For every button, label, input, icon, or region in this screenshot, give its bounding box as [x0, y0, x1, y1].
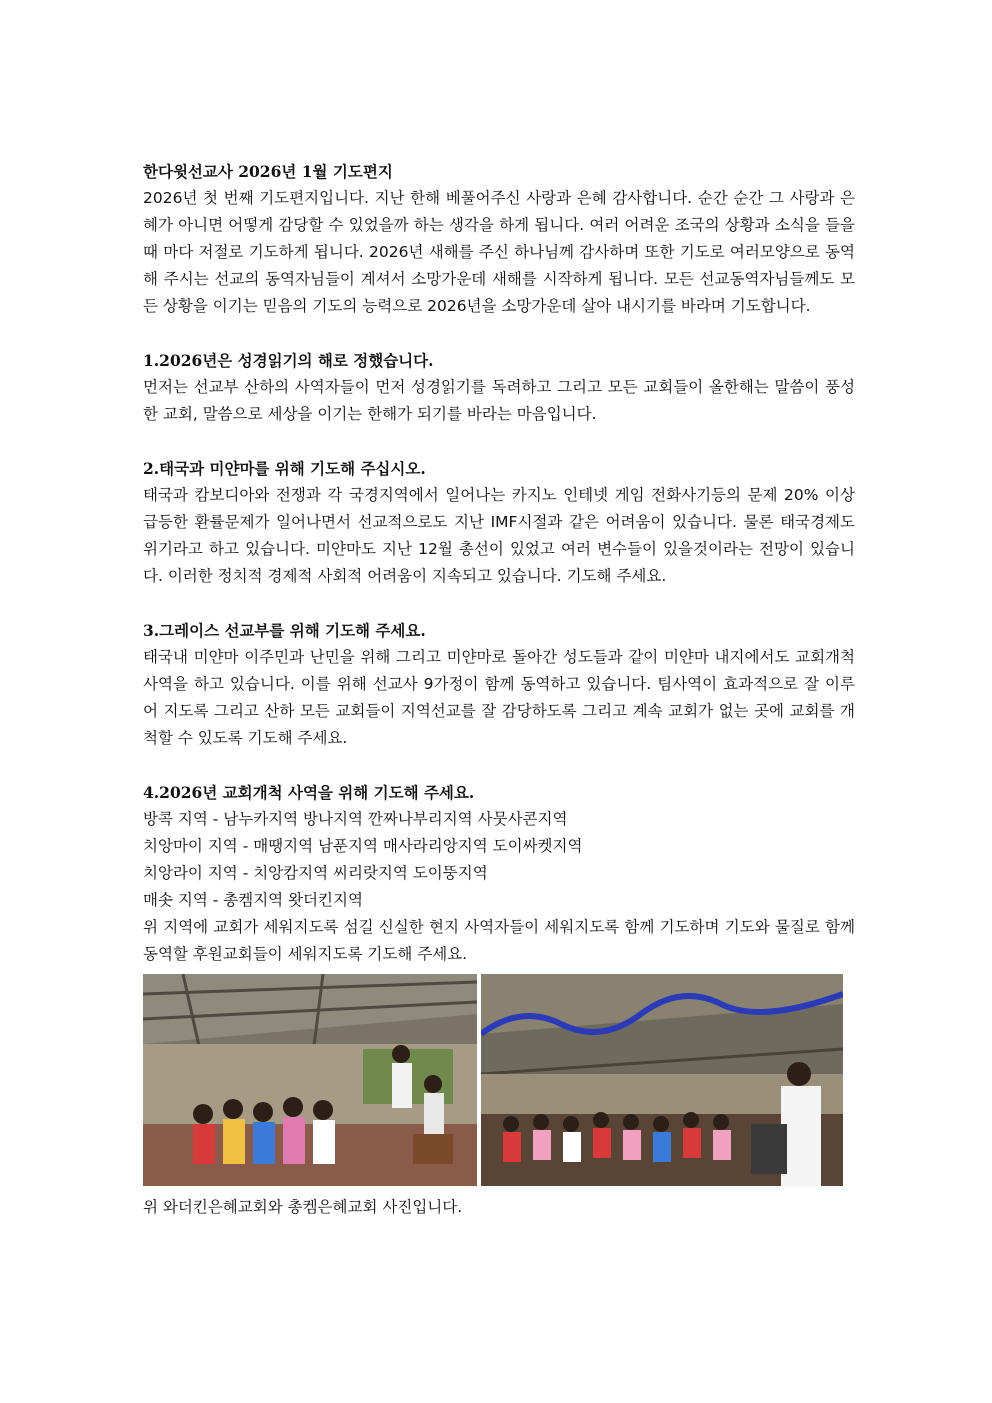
photo-caption: 위 와더킨은혜교회와 총켐은혜교회 사진입니다.	[143, 1198, 463, 1216]
church-photo-right	[481, 974, 843, 1186]
section-heading: 1.2026년은 성경읽기의 해로 정했습니다.	[143, 351, 434, 370]
section-heading: 4.2026년 교회개척 사역을 위해 기도해 주세요.	[143, 783, 475, 802]
section-bible-reading	[143, 347, 855, 428]
region-line: 치앙라이 지역 - 치앙캄지역 씨리랏지역 도이뚱지역	[143, 864, 488, 882]
section-body: 태국내 미얀마 이주민과 난민을 위해 그리고 미얀마로 돌아간 성도들과 같이 미얀마 내지에서도 교회개척 사역을 하고 있습니다. 이를 위해 선교사 9가정이 함께 동역하고 있습니다. 팀사역이 효과적으로 잘 이루어 지도록 그리고 산하 모든 교회들이 지역선교를 잘 감당하도록 그리고 계속 교회가 없는 곳에 교회를 개척할 수 있도록 기도해 주세요.	[143, 648, 855, 747]
section-heading: 2.태국과 미얀마를 위해 기도해 주십시오.	[143, 459, 426, 478]
photo-row	[143, 974, 843, 1186]
region-line: 매솟 지역 - 총켐지역 왓더킨지역	[143, 891, 363, 909]
section-heading: 3.그레이스 선교부를 위해 기도해 주세요.	[143, 621, 426, 640]
section-body: 먼저는 선교부 산하의 사역자들이 먼저 성경읽기를 독려하고 그리고 모든 교회들이 올한해는 말씀이 풍성한 교회, 말씀으로 세상을 이기는 한해가 되기를 바라는 마음입니다.	[143, 378, 855, 423]
region-line: 치앙마이 지역 - 매땡지역 남푼지역 매사라리앙지역 도이싸켓지역	[143, 837, 583, 855]
region-line: 방콕 지역 - 남누카지역 방나지역 깐짜나부리지역 사뭇사콘지역	[143, 810, 568, 828]
section-grace-mission	[143, 617, 855, 752]
section-church-planting	[143, 779, 855, 968]
section-body: 위 지역에 교회가 세워지도록 섬길 신실한 현지 사역자들이 세워지도록 함께 기도하며 기도와 물질로 함께 동역할 후원교회들이 세워지도록 기도해 주세요.	[143, 918, 855, 963]
church-photo-left	[143, 974, 477, 1186]
intro-paragraph: 2026년 첫 번째 기도편지입니다. 지난 한해 베풀어주신 사랑과 은혜 감사합니다. 순간 순간 그 사랑과 은혜가 아니면 어떻게 감당할 수 있었을까 하는 생각을 하게 됩니다. 여러 어려운 조국의 상황과 소식을 들을 때 마다 저절로 기도하게 됩니다. 2026년 새해를 주신 하나님께 감사하며 또한 기도로 여러모양으로 동역해 주시는 선교의 동역자님들이 계셔서 소망가운데 새해를 시작하게 됩니다. 모든 선교동역자님들께도 모든 상황을 이기는 믿음의 기도의 능력으로 2026년을 소망가운데 살아 내시기를 바라며 기도합니다.	[143, 189, 855, 315]
section-thailand-myanmar	[143, 455, 855, 590]
letter-content	[143, 158, 855, 1221]
letter-title: 한다윗선교사 2026년 1월 기도편지	[143, 162, 393, 181]
section-body: 태국과 캄보디아와 전쟁과 각 국경지역에서 일어나는 카지노 인테넷 게임 전화사기등의 문제 20% 이상 급등한 환률문제가 일어나면서 선교적으로도 지난 IMF시절과 같은 어려움이 있습니다. 물론 태국경제도 위기라고 하고 있습니다. 미얀마도 지난 12월 총선이 있었고 여러 변수들이 있을것이라는 전망이 있습니다. 이러한 정치적 경제적 사회적 어려움이 지속되고 있습니다. 기도해 주세요.	[143, 486, 855, 585]
